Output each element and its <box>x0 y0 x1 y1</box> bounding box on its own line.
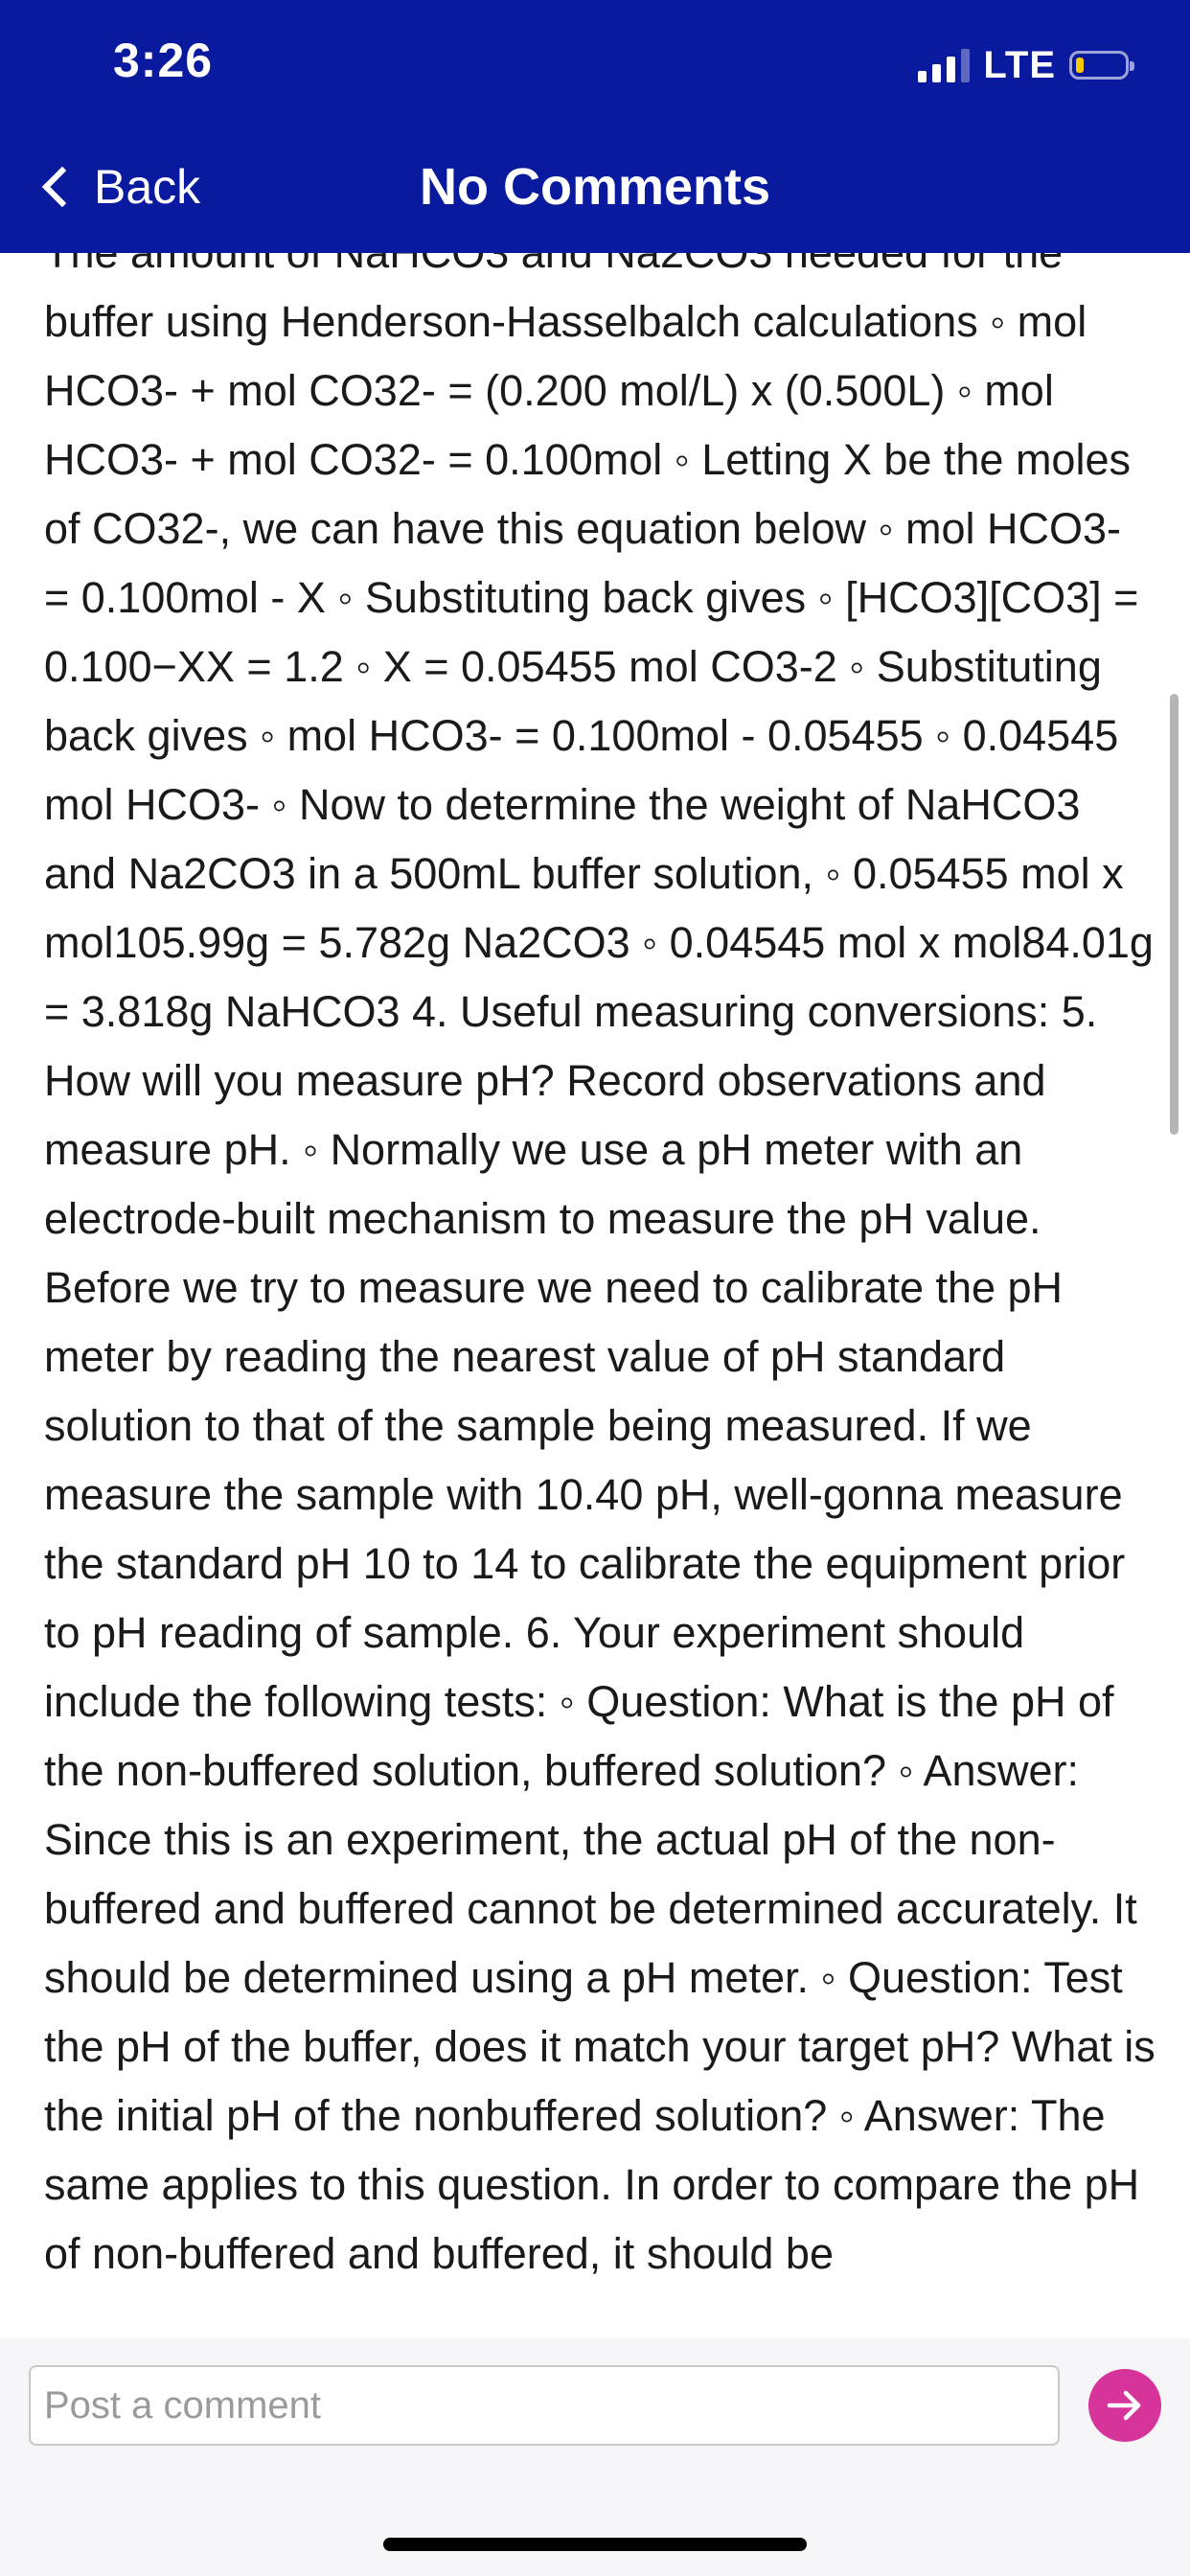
status-indicators <box>918 43 1129 86</box>
answer-content[interactable] <box>0 253 1190 2338</box>
back-label: Back <box>94 160 201 214</box>
signal-bar <box>947 57 955 82</box>
scrollbar[interactable] <box>1170 694 1179 1135</box>
app-header <box>0 0 1190 253</box>
network-type: LTE <box>983 43 1056 86</box>
signal-bar <box>961 49 970 82</box>
answer-text: buffer using Henderson-Hasselbalch calculations ◦ mol HCO3- + mol CO32- = (0.200 mol/L) x (0.500L) ◦ mol HCO3- + mol CO32- = 0.100mol ◦ Letting X be the moles of CO32-, we can have this equation below ◦ mol HCO3- = 0.100mol - X ◦ Substituting back gives ◦ [HCO3][CO3] = 0.100−XX = 1.2 ◦ X = 0.05455 mol CO3-2 ◦ Substituting back gives ◦ mol HCO3- = 0.100mol - 0.05455 ◦ 0.04545 mol HCO3- ◦ Now to determine the weight of NaHCO3 and Na2CO3 in a 500mL buffer solution, ◦ 0.05455 mol x mol105.99g = 5.782g Na2CO3 ◦ 0.04545 mol x mol84.01g = 3.818g NaHCO3 4. Useful measuring conversions: 5. How will you measure pH? Record observations and measure pH. ◦ Normally we use a pH meter with an electrode-built mechanism to measure the pH value. Before we try to measure we need to calibrate the pH meter by reading the nearest value of pH standard solution to that of the sample being measured. If we measure the sample with 10.40 pH, well-gonna measure the standard pH 10 to 14 to calibrate the equipment prior to pH reading of sample. 6. Your experiment should include the following tests: ◦ Question: What is the pH of the non-buffered solution, buffered solution? ◦ Answer: Since this is an experiment, the actual pH of the non-buffered and buffered cannot be determined accurately. It should be determined using a pH meter. ◦ Question: Test the pH of the buffer, does it match your target pH? What is the initial pH of the nonbuffered solution? ◦ Answer: The same applies to this question. In order to compare the pH of non-buffered and buffered, it should be <box>44 297 1156 2278</box>
status-time: 3:26 <box>113 34 214 87</box>
signal-bar <box>918 71 927 82</box>
comment-input[interactable] <box>29 2365 1060 2446</box>
battery-icon <box>1069 51 1129 80</box>
signal-bar <box>932 64 941 82</box>
cellular-signal-icon <box>918 48 970 82</box>
back-button[interactable] <box>33 153 200 220</box>
battery-level <box>1076 58 1084 73</box>
page-title: No Comments <box>419 158 771 216</box>
chevron-left-icon <box>42 167 82 207</box>
send-button[interactable] <box>1088 2369 1161 2442</box>
home-indicator[interactable] <box>383 2538 807 2551</box>
arrow-right-icon <box>1102 2382 1148 2428</box>
